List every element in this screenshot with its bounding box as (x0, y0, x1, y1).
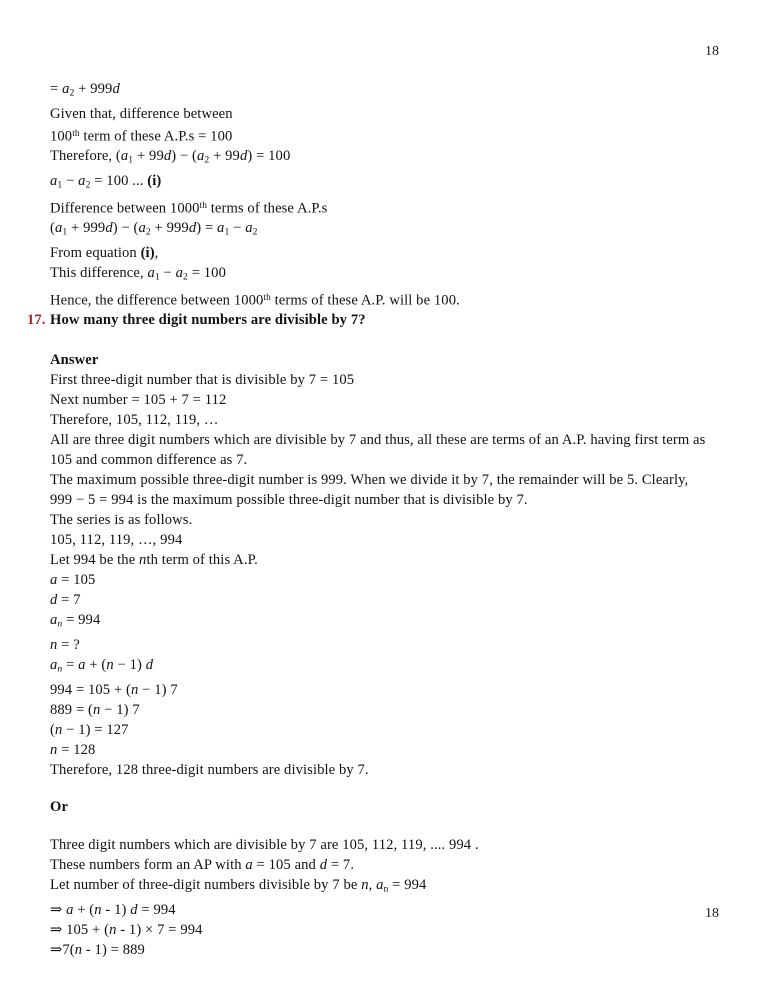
text-line (50, 450, 719, 470)
text-segment: + 99 (133, 148, 164, 165)
text-segment: = (62, 657, 79, 674)
text-segment: a (120, 148, 129, 165)
text-segment: n (94, 901, 102, 918)
text-segment: − (159, 265, 176, 282)
text-segment: Answer (50, 352, 99, 369)
text-segment: 1 (62, 227, 68, 239)
text-segment: = (50, 81, 63, 97)
text-segment: = 994 (388, 876, 427, 893)
text-line (50, 124, 719, 147)
text-segment: a (245, 220, 253, 237)
text-segment: d (50, 592, 58, 609)
text-segment: d (112, 81, 120, 97)
text-segment: - 1) = 889 (82, 941, 145, 958)
text-segment: − (229, 220, 246, 237)
text-segment: - 1) × 7 = 994 (116, 921, 203, 938)
text-segment: n (57, 619, 63, 631)
text-line (50, 510, 719, 530)
text-segment: a (54, 220, 63, 237)
text-segment: d (319, 856, 328, 873)
text-segment: 1 (154, 271, 160, 283)
text-segment: n (361, 876, 369, 893)
text-segment: = 128 (57, 741, 96, 758)
text-line (50, 855, 719, 875)
text-segment: (i) (147, 173, 162, 190)
text-segment: 100 (50, 128, 73, 145)
math-line (50, 590, 719, 610)
text-segment: a (138, 220, 146, 237)
text-segment: ⇒ (50, 901, 67, 918)
text-line (50, 410, 719, 430)
text-segment: 105, 112, 119, …, 994 (50, 532, 183, 549)
text-segment: From equation (50, 245, 141, 262)
text-segment: + 99 (209, 148, 240, 165)
text-segment: The series is as follows. (50, 512, 193, 529)
text-segment: Difference between 1000 (50, 200, 200, 217)
text-segment: , (154, 245, 159, 262)
text-segment: Hence, the difference between 1000 (50, 292, 264, 309)
text-segment: a (78, 173, 86, 190)
text-segment: d (130, 901, 138, 918)
text-segment: a (50, 612, 58, 629)
text-segment: − 1) = 127 (62, 721, 129, 738)
math-line (50, 263, 719, 288)
text-segment: a (197, 148, 205, 165)
text-segment: These numbers form an AP with (50, 856, 246, 873)
text-segment: Let number of three-digit numbers divisible by 7 be (50, 876, 362, 893)
text-segment: 105 and common difference as 7. (50, 452, 248, 469)
page-number-bottom: 18 (705, 906, 719, 921)
text-segment: Therefore, 105, 112, 119, … (50, 412, 219, 429)
text-segment: 994 = 105 + ( (50, 681, 131, 698)
text-segment: a (66, 901, 74, 918)
text-segment: 2 (252, 227, 258, 239)
text-segment: = 994 (137, 901, 176, 918)
text-segment: 889 = ( (50, 701, 93, 718)
text-segment: th term of this A.P. (146, 552, 258, 569)
text-line (50, 288, 719, 311)
text-segment: d (163, 148, 172, 165)
math-line (50, 740, 719, 760)
text-segment: 2 (204, 155, 210, 167)
text-segment: = 100 (187, 265, 226, 282)
math-line (50, 570, 719, 590)
text-segment: a (147, 265, 155, 282)
text-segment: terms of these A.P. will be 100. (270, 292, 460, 309)
question-17 (27, 310, 719, 330)
text-segment: , (368, 876, 377, 893)
math-line (50, 940, 719, 960)
or-heading (50, 797, 719, 817)
text-segment: 2 (85, 179, 91, 191)
text-segment: The maximum possible three-digit number is 999. When we divide it by 7, the remainder will be 5. Clearly, (50, 472, 689, 489)
text-segment: n (383, 883, 389, 895)
text-segment: First three-digit number that is divisible by 7 = 105 (50, 372, 355, 389)
text-segment: Therefore, ( (50, 148, 121, 165)
text-line (50, 470, 719, 490)
text-segment: n (50, 741, 58, 758)
math-line (50, 920, 719, 940)
text-segment: d (239, 148, 248, 165)
text-segment: a (78, 657, 86, 674)
question-number: 17. (27, 312, 46, 329)
text-segment: + 999 (74, 81, 113, 97)
text-segment: 2 (145, 227, 151, 239)
text-segment: a (62, 81, 70, 97)
text-segment: Let 994 be the (50, 552, 140, 569)
math-line (50, 655, 719, 680)
text-segment: th (199, 200, 207, 211)
text-segment: ( (50, 721, 55, 738)
text-segment: a (376, 876, 384, 893)
math-line (50, 610, 719, 635)
text-line (50, 835, 719, 855)
text-segment: ) = 100 (247, 148, 291, 165)
text-line (50, 196, 719, 219)
text-segment: + ( (73, 901, 95, 918)
text-segment: = 105 and (252, 856, 320, 873)
text-segment: a (50, 572, 58, 589)
text-line (50, 370, 719, 390)
text-segment: d (188, 220, 197, 237)
text-segment: Given that, difference between (50, 105, 233, 122)
text-segment: terms of these A.P.s (207, 200, 328, 217)
math-line (50, 900, 719, 920)
page-content (27, 79, 719, 960)
text-segment: 1 (224, 227, 230, 239)
text-segment: a (217, 220, 225, 237)
text-segment: = 7. (327, 856, 355, 873)
text-segment: 1 (128, 155, 134, 167)
text-segment: n (54, 721, 63, 738)
text-segment: ( (50, 220, 55, 237)
text-segment: Or (50, 798, 69, 815)
text-segment: − 1) 7 (138, 681, 178, 698)
math-line (50, 79, 719, 104)
text-segment: ) − ( (171, 148, 197, 165)
text-segment: = 105 (57, 572, 96, 589)
text-segment: 1 (57, 179, 63, 191)
math-line (50, 700, 719, 720)
text-segment: How many three digit numbers are divisible by 7? (50, 312, 366, 329)
text-segment: ⇒ 105 + ( (50, 921, 110, 938)
text-line (50, 390, 719, 410)
text-line (50, 430, 719, 450)
text-segment: - 1) (101, 901, 131, 918)
text-line (50, 875, 719, 900)
text-segment: a (50, 657, 58, 674)
text-line (50, 530, 719, 550)
math-line (50, 720, 719, 740)
answer-heading (50, 350, 719, 370)
text-segment: ) = (196, 220, 218, 237)
text-line (50, 243, 719, 263)
text-segment: n (74, 941, 83, 958)
text-segment: (i) (140, 245, 155, 262)
text-segment: n (109, 921, 117, 938)
text-segment: − 1) (113, 657, 146, 674)
text-segment: + 999 (67, 220, 106, 237)
text-segment: d (105, 220, 113, 237)
text-segment: = ? (57, 637, 80, 654)
text-segment: 2 (69, 87, 75, 99)
math-line (50, 680, 719, 700)
text-segment: + ( (85, 657, 107, 674)
text-segment: = 100 ... (90, 173, 148, 190)
text-segment: d (145, 657, 154, 674)
text-segment: n (50, 637, 58, 654)
text-segment: = 7 (57, 592, 81, 609)
text-segment: + 999 (150, 220, 189, 237)
text-segment: Next number = 105 + 7 = 112 (50, 392, 227, 409)
text-segment: ⇒7( (50, 941, 75, 958)
math-line (50, 635, 719, 655)
text-segment: This difference, (50, 265, 148, 282)
text-segment: = 994 (62, 612, 101, 629)
text-segment: a (245, 856, 253, 873)
text-segment: n (106, 657, 114, 674)
math-line (50, 146, 719, 171)
math-line (50, 218, 719, 243)
text-segment: n (92, 701, 101, 718)
text-segment: Therefore, 128 three-digit numbers are divisible by 7. (50, 761, 369, 778)
text-segment: ) − ( (112, 220, 139, 237)
text-segment: − 1) 7 (100, 701, 140, 718)
text-segment: term of these A.P.s = 100 (79, 128, 233, 145)
text-segment: 2 (183, 271, 188, 283)
text-segment: − (62, 173, 79, 190)
text-segment: n (131, 681, 139, 698)
text-segment: n (57, 663, 63, 675)
math-line (50, 171, 719, 196)
page-number-top: 18 (705, 44, 719, 59)
text-line (50, 490, 719, 510)
text-line (50, 760, 719, 780)
text-line (50, 104, 719, 124)
text-segment: th (72, 128, 80, 139)
text-segment: a (175, 265, 184, 282)
text-segment: n (139, 552, 147, 569)
text-line (50, 550, 719, 570)
text-segment: Three digit numbers which are divisible by 7 are 105, 112, 119, .... 994 . (50, 836, 479, 853)
text-segment: a (50, 173, 58, 190)
text-segment: 999 − 5 = 994 is the maximum possible three-digit number that is divisible by 7. (50, 492, 528, 509)
text-segment: All are three digit numbers which are divisible by 7 and thus, all these are terms of an A.P. having first term as (50, 432, 706, 449)
text-segment: th (263, 292, 271, 303)
